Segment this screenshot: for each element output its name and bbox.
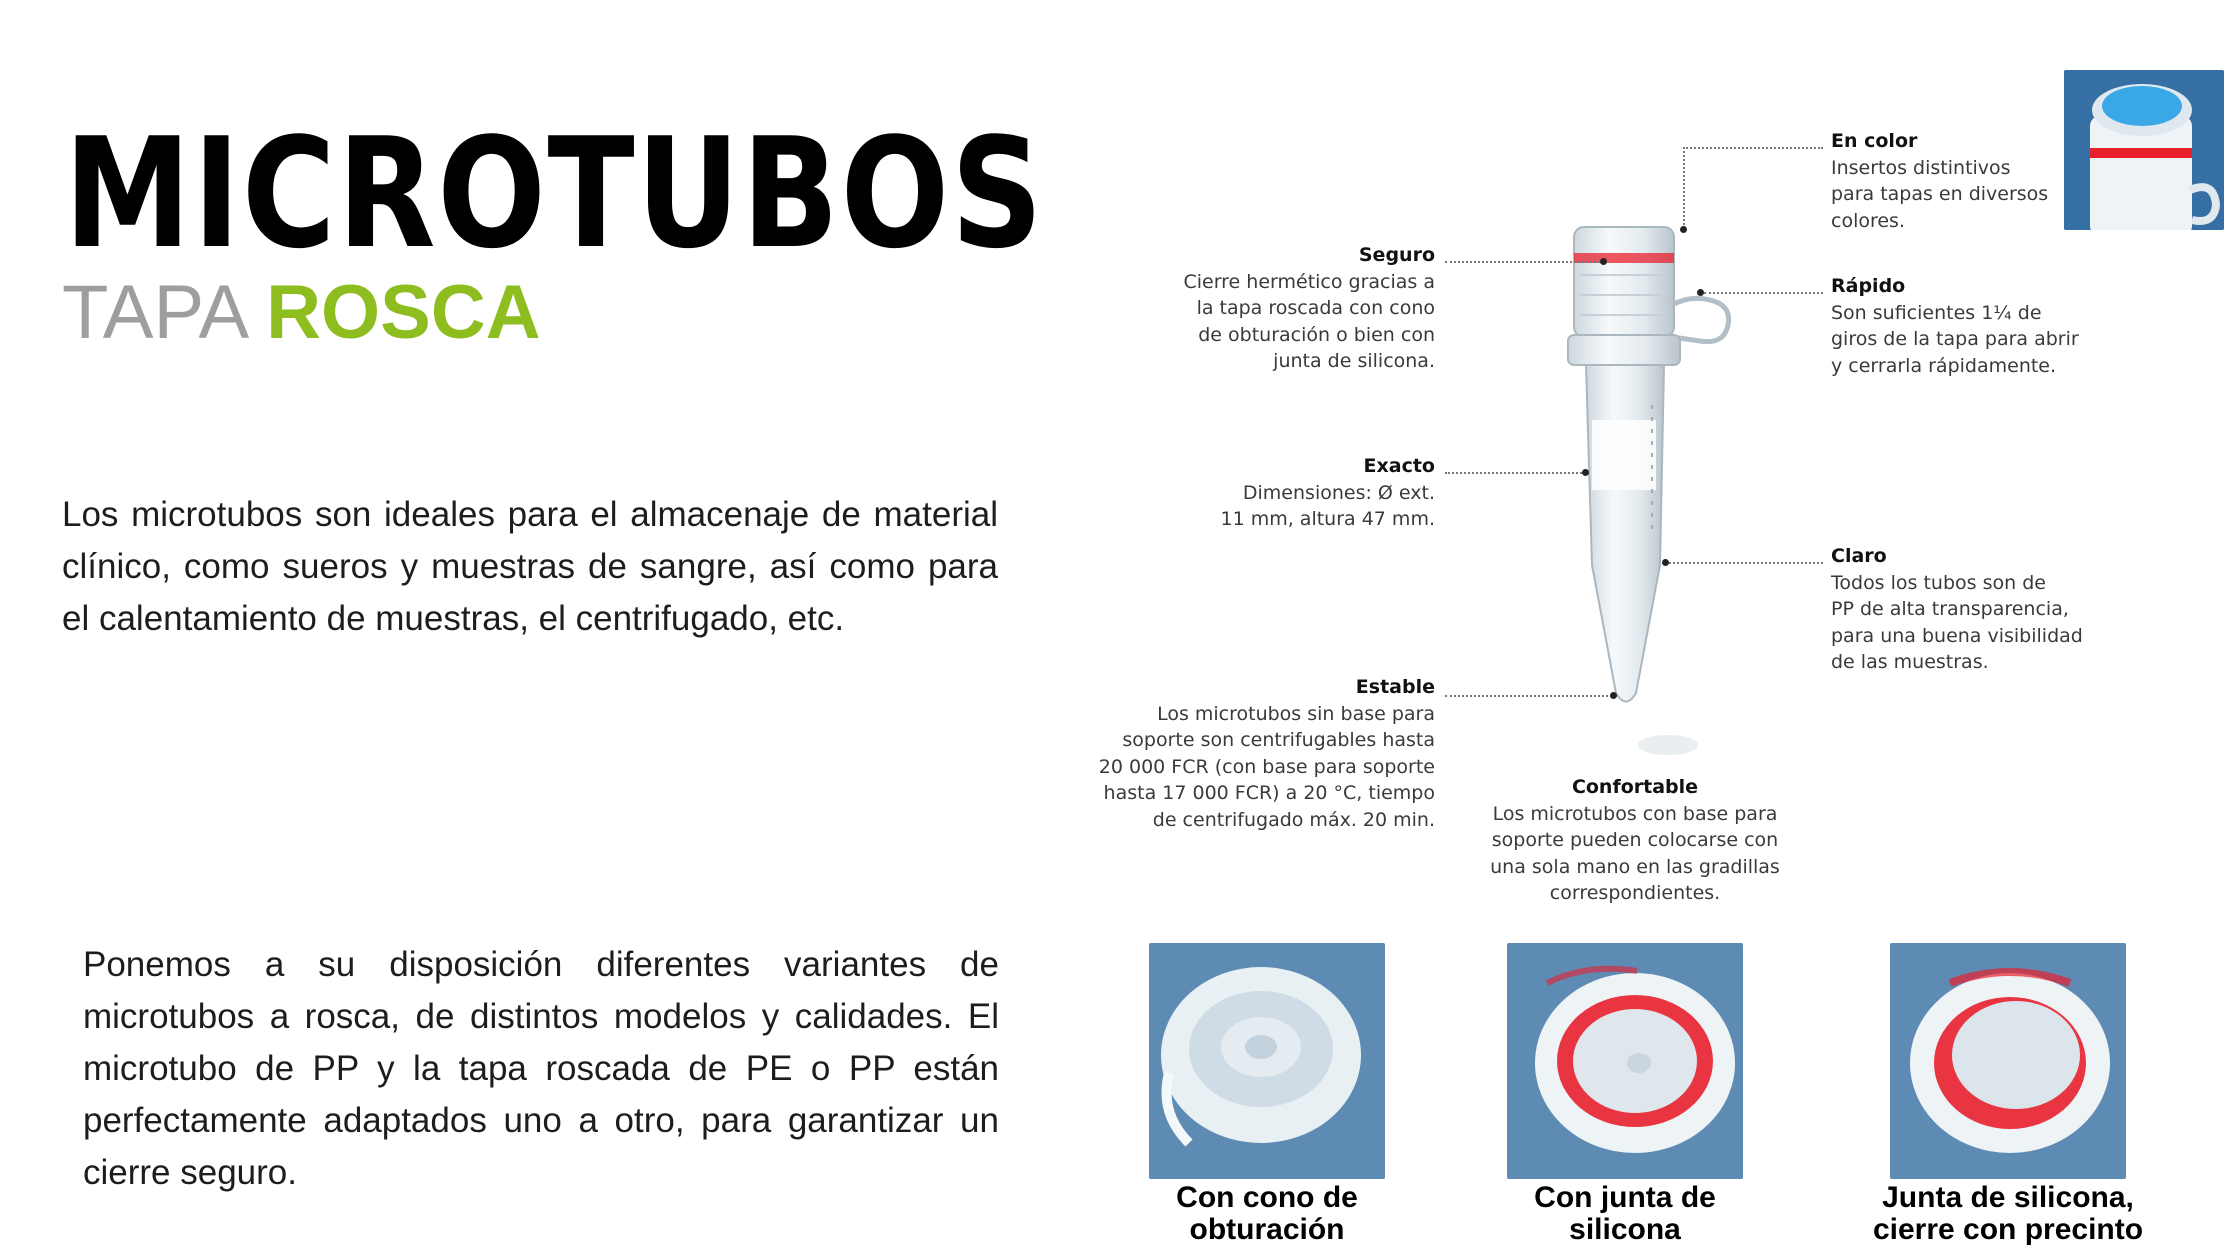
annotation-line: soporte pueden colocarse con: [1491, 829, 1779, 851]
annotation-exacto: [1130, 453, 1435, 533]
estable-leader: [1445, 695, 1612, 697]
annotation-title: Rápido: [1831, 275, 1906, 297]
annotation-title: Claro: [1831, 545, 1887, 567]
cap-photo-silicone-gasket: [1507, 943, 1743, 1179]
annotation-line: Todos los tubos son de: [1831, 571, 2046, 594]
annotation-estable: [1060, 674, 1435, 833]
estable-dot: [1610, 692, 1617, 699]
intro-paragraph: Los microtubos son ideales para el almacenaje de material clínico, como sueros y muestras de sangre, así como para el calentamiento de muestras, el centrifugado, etc.: [62, 495, 998, 638]
caption-line: silicona: [1569, 1213, 1681, 1246]
seguro-leader: [1445, 261, 1600, 263]
annotation-line: colores.: [1831, 209, 1905, 232]
rapido-leader: [1704, 292, 1823, 294]
exacto-dot: [1582, 469, 1589, 476]
annotation-line: la tapa roscada con cono: [1196, 297, 1435, 319]
annotation-rapido: [1831, 273, 2091, 379]
annotation-line: Cierre hermético gracias a: [1183, 270, 1435, 293]
annotation-line: y cerrarla rápidamente.: [1831, 354, 2057, 377]
caption-silicone-tamper-seal: [1848, 1182, 2168, 1246]
annotation-title: Seguro: [1358, 244, 1435, 266]
annotation-line: Dimensiones: Ø ext.: [1242, 481, 1435, 504]
annotation-line: correspondientes.: [1549, 882, 1721, 904]
annotation-line: Los microtubos con base para: [1492, 802, 1778, 825]
annotation-confortable: [1480, 774, 1790, 907]
variants-paragraph: Ponemos a su disposición diferentes variantes de microtubos a rosca, de distintos modelos y calidades. El microtubo de PP y la tapa roscada de PE o PP están perfectamente adaptados uno a otro, para garantizar un cierre seguro.: [83, 945, 999, 1192]
annotation-line: para una buena visibilidad: [1831, 624, 2083, 647]
annotation-line: Los microtubos sin base para: [1157, 702, 1435, 725]
page-title: MICROTUBOS: [64, 105, 1045, 282]
caption-line: Junta de silicona,: [1882, 1181, 2134, 1214]
annotation-title: En color: [1831, 130, 1918, 152]
caption-line: Con cono de: [1176, 1181, 1358, 1214]
annotation-line: para tapas en diversos: [1831, 183, 2049, 205]
claro-dot: [1662, 559, 1669, 566]
annotation-line: una sola mano en las gradillas: [1490, 855, 1780, 878]
en-color-dot: [1680, 226, 1687, 233]
annotation-line: giros de la tapa para abrir: [1831, 328, 2079, 350]
annotation-line: 11 mm, altura 47 mm.: [1220, 508, 1435, 530]
annotation-line: de obturación o bien con: [1198, 323, 1435, 346]
cap-photo-obturation-cone: [1149, 943, 1385, 1179]
annotation-line: soporte son centrifugables hasta: [1122, 729, 1435, 751]
annotation-line: de centrifugado máx. 20 min.: [1152, 808, 1435, 831]
subtitle-tapa: TAPA: [62, 270, 246, 355]
en-color-leader: [1683, 147, 1823, 149]
annotation-line: junta de silicona.: [1273, 350, 1435, 372]
colored-insert-cap-photo: [2064, 70, 2224, 230]
rapido-dot: [1697, 289, 1704, 296]
annotation-line: PP de alta transparencia,: [1831, 598, 2069, 620]
caption-line: cierre con precinto: [1872, 1213, 2144, 1246]
annotation-title: Exacto: [1363, 455, 1435, 477]
caption-line: Con junta de: [1534, 1181, 1716, 1214]
annotation-claro: [1831, 543, 2111, 676]
annotation-title: Confortable: [1571, 776, 1699, 798]
exacto-leader: [1445, 472, 1585, 474]
en-color-leader-vertical: [1683, 147, 1685, 229]
subtitle-rosca: ROSCA: [266, 270, 541, 355]
cap-photo-silicone-tamper-seal: [1890, 943, 2126, 1179]
annotation-line: Insertos distintivos: [1831, 156, 2011, 179]
annotation-en-color: [1831, 128, 2071, 234]
caption-line: obturación: [1189, 1213, 1345, 1246]
annotation-line: de las muestras.: [1831, 651, 1989, 673]
annotation-line: Son suficientes 1¼ de: [1831, 301, 2042, 324]
caption-silicone-gasket: [1475, 1182, 1775, 1246]
claro-leader: [1669, 562, 1823, 564]
page-subtitle: [62, 270, 541, 355]
caption-obturation-cone: [1117, 1182, 1417, 1246]
seguro-dot: [1600, 258, 1607, 265]
annotation-seguro: [1130, 242, 1435, 375]
annotation-line: hasta 17 000 FCR) a 20 °C, tiempo: [1103, 782, 1435, 804]
annotation-title: Estable: [1355, 676, 1435, 698]
microtube-illustration: [1560, 205, 1780, 765]
annotation-line: 20 000 FCR (con base para soporte: [1098, 755, 1435, 778]
